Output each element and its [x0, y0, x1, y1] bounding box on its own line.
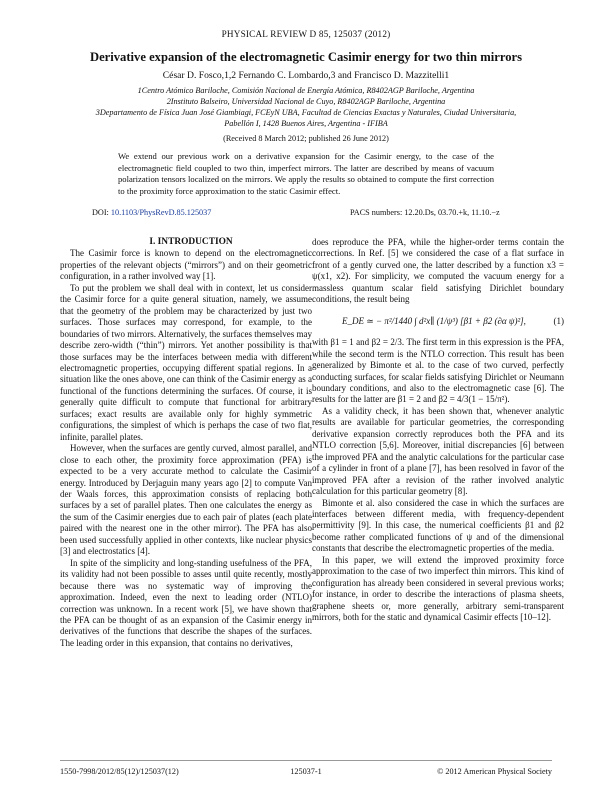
left-column	[60, 237, 312, 649]
body-paragraph: In spite of the simplicity and long-standing usefulness of the PFA, its validity had not been possible to asses until quite recently, mostly because there was no systematic way of improving the approximation. Indeed, even the next to leading order (NTLO) correction was unknown. In a recent work [5], we have shown that the PFA can be thought of as an expansion of the Casimir energy in derivatives of the functions that describe the shapes of the surfaces. The leading order in this expansion, that contains no derivatives,	[60, 557, 312, 648]
body-paragraph: As a validity check, it has been shown that, whenever analytic results are available for particular geometries, the corresponding derivative expansion correctly reproduces both the PFA and its NTLO correction [5,6]. Moreover, initial discrepancies [6] between the improved PFA and the analytic calculations for the particular case of a cylinder in front of a plane [7], has been resolved in favor of the improved PFA after a revision of the rather involved analytic calculation for this particular geometry [8].	[312, 405, 564, 497]
pacs-numbers: PACS numbers: 12.20.Ds, 03.70.+k, 11.10.−z	[350, 208, 500, 217]
page-number: 125037-1	[290, 767, 322, 776]
right-column	[312, 237, 564, 624]
equation-body: E_DE ≃ − π²/1440 ∫ d²x∥ (1/ψ³) [β1 + β2 (∂α ψ)²],	[342, 315, 526, 326]
footer-copyright: © 2012 American Physical Society	[437, 767, 552, 776]
footer-rule	[60, 760, 552, 761]
paper-title: Derivative expansion of the electromagnetic Casimir energy for two thin mirrors	[89, 50, 523, 64]
affiliation-2: 2Instituto Balseiro, Universidad Nacional de Cuyo, R8402AGP Bariloche, Argentina	[166, 97, 446, 106]
body-paragraph: with β1 = 1 and β2 = 2/3. The first term in this expression is the PFA, while the second term is the NTLO correction. This result has been generalized by Bimonte et al. to the case of two curved, perfectly conducting surfaces, for scalar fields satisfying Dirichlet or Neumann boundary conditions, and also to the electromagnetic case [6]. The results for the latter are β1 = 2 and β2 = 4/3(1 − 15/π²).	[312, 337, 564, 405]
equation-1	[312, 316, 564, 327]
footer-issn: 1550-7998/2012/85(12)/125037(12)	[60, 767, 179, 776]
affiliation-3-cont: Pabellón I, 1428 Buenos Aires, Argentina - IFIBA	[224, 119, 388, 128]
doi-line	[92, 208, 211, 217]
abstract: We extend our previous work on a derivative expansion for the Casimir energy, to the case of the electromagnetic field coupled to two thin, imperfect mirrors. The latter are described by means of vacuum polarization tensors localized on the mirrors. We apply the results so obtained to compute the first correction to the proximity force approximation to the static Casimir effect.	[118, 151, 494, 197]
body-paragraph: does reproduce the PFA, while the higher-order terms contain the corrections. In Ref. [5] we considered the case of a flat surface in front of a gently curved one, the latter described by a function x3 = ψ(x1, x2). For simplicity, we computed the vacuum energy for a massless quantum scalar field satisfying Dirichlet boundary conditions, the result being	[312, 237, 564, 305]
affiliation-1: 1Centro Atómico Bariloche, Comisión Nacional de Energía Atómica, R8402AGP Bariloche, Argentina	[137, 86, 475, 95]
author-list: César D. Fosco,1,2 Fernando C. Lombardo,3 and Francisco D. Mazzitelli1	[162, 70, 450, 81]
equation-number: (1)	[553, 315, 564, 326]
body-paragraph: However, when the surfaces are gently curved, almost parallel, and close to each other, the proximity force approximation (PFA) is expected to be a very accurate method to calculate the Casimir energy. Introduced by Derjaguin many years ago [2] to compute Van der Waals forces, this approximation consists of replacing both surfaces by a set of parallel plates. Then one calculates the energy as the sum of the Casimir energies due to each pair of plates (each plate paired with the nearest one in the other mirror). The PFA has also been used successfully applied in other contexts, like nuclear physics [3] and electrostatics [4].	[60, 443, 312, 557]
received-dates: (Received 8 March 2012; published 26 June 2012)	[223, 134, 389, 143]
journal-header: PHYSICAL REVIEW D 85, 125037 (2012)	[221, 29, 391, 39]
body-paragraph: In this paper, we will extend the improved proximity force approximation to the case of two imperfect thin mirrors. This kind of configuration has already been considered in several previous works; for instance, in order to describe the interactions of plasma sheets, graphene sheets or, more generally, arbitrary semi-transparent mirrors, both for the static and dynamical Casimir effects [10–12].	[312, 554, 564, 623]
body-paragraph: The Casimir force is known to depend on the electromagnetic properties of the relevant objects (“mirrors”) and on their geometric configuration, in a rather involved way [1].	[60, 248, 312, 282]
body-paragraph: To put the problem we shall deal with in context, let us consider the Casimir force for a quite general situation, namely, we assume that the geometry of the problem may be characterized by just two surfaces. Those surfaces may correspond, for example, to the boundaries of two mirrors. Alternatively, the surfaces themselves may describe zero-width (“thin”) mirrors. Yet another possibility is that those surfaces may be the interfaces between media with different electromagnetic properties, occupying different spatial regions. In a situation like the ones above, one can think of the Casimir energy as a functional of the functions determining the surfaces. Of course, it is generally quite difficult to compute that functional for arbitrary surfaces; exact results are available only for highly symmetric configurations, the simplest of which is perhaps the case of two flat, infinite, parallel plates.	[60, 282, 312, 442]
body-paragraph: Bimonte et al. also considered the case in which the surfaces are interfaces between different media, with frequency-dependent permittivity [9]. In this case, the numerical coefficients β1 and β2 become rather complicated functions of ψ and of the dimensional constants that describe the electromagnetic properties of the media.	[312, 497, 564, 554]
doi-label: DOI:	[92, 208, 109, 217]
affiliation-3: 3Departamento de Física Juan José Giambiagi, FCEyN UBA, Facultad de Ciencias Exactas y Naturales, Ciudad Universitaria,	[95, 108, 517, 117]
section-heading: I. INTRODUCTION	[149, 237, 233, 247]
doi-link[interactable]: 10.1103/PhysRevD.85.125037	[110, 208, 212, 217]
